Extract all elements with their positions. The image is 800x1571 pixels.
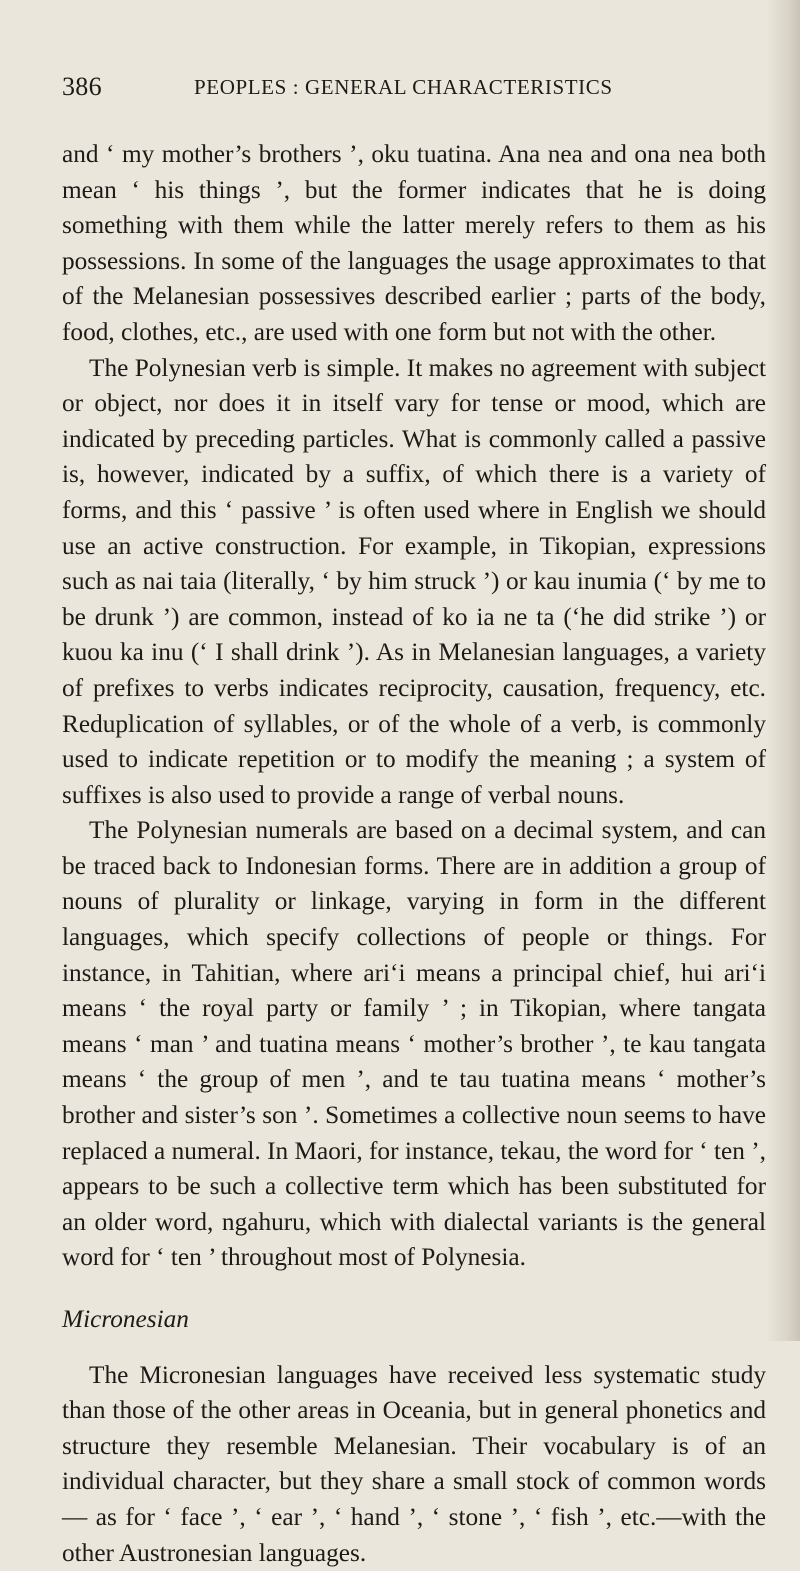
body-text bbox=[62, 137, 766, 1571]
running-head: PEOPLES : GENERAL CHARACTERISTICS bbox=[194, 75, 613, 99]
paragraph-verb: The Polynesian verb is simple. It makes no agreement with subject or object, nor does it in itself vary for tense or mood, which are indicated by preceding particles. What is commonly called a passive is, however, indicated by a suffix, of which there is a variety of forms, and this ‘ passive ’ is often used where in English we should use an active construction. For example, in Tikopian, expressions such as nai taia (literally, ‘ by him struck ’) or kau inumia (‘ by me to be drunk ’) are common, instead of ko ia ne ta (‘he did strike ’) or kuou ka inu (‘ I shall drink ’). As in Melanesian languages, a variety of prefixes to verbs indicates reciprocity, causation, frequency, etc. Reduplication of syllables, or of the whole of a verb, is commonly used to indicate repetition or to modify the meaning ; a system of suffixes is also used to provide a range of verbal nouns. bbox=[62, 353, 766, 809]
page-header bbox=[62, 72, 762, 112]
paragraph-micronesian: The Micronesian languages have received less systematic study than those of the other areas in Oceania, but in general phonetics and structure they resemble Melanesian. Their vocabulary is of an individual character, but they share a small stock of common words— as for ‘ face ’, ‘ ear ’, ‘ hand ’, ‘ stone ’, ‘ fish ’, etc.—with the other Austronesian languages. bbox=[62, 1360, 766, 1567]
section-heading-micronesian: Micronesian bbox=[62, 1305, 189, 1333]
page-number: 386 bbox=[62, 72, 102, 101]
paragraph-numerals: The Polynesian numerals are based on a decimal system, and can be traced back to Indonesian forms. There are in addition a group of nouns of plurality or linkage, varying in form in the different languages, which specify collections of people or things. For instance, in Tahitian, where ari‘i means a principal chief, hui ari‘i means ‘ the royal party or family ’ ; in Tikopian, where tangata means ‘ man ’ and tuatina means ‘ mother’s brother ’, te kau tangata means ‘ the group of men ’, and te tau tuatina means ‘ mother’s brother and sister’s son ’. Sometimes a collective noun seems to have replaced a numeral. In Maori, for instance, tekau, the word for ‘ ten ’, appears to be such a collective term which has been substituted for an older word, ngahuru, which with dialectal variants is the general word for ‘ ten ’ throughout most of Polynesia. bbox=[62, 816, 766, 1272]
page-gutter-shadow bbox=[766, 0, 800, 1341]
paragraph-possessives: and ‘ my mother’s brothers ’, oku tuatina. Ana nea and ona nea both mean ‘ his things ’, but the former indicates that he is doing something with them while the latter merely refers to them as his possessions. In some of the languages the usage approximates to that of the Melanesian possessives described earlier ; parts of the body, food, clothes, etc., are used with one form but not with the other. bbox=[62, 140, 766, 346]
